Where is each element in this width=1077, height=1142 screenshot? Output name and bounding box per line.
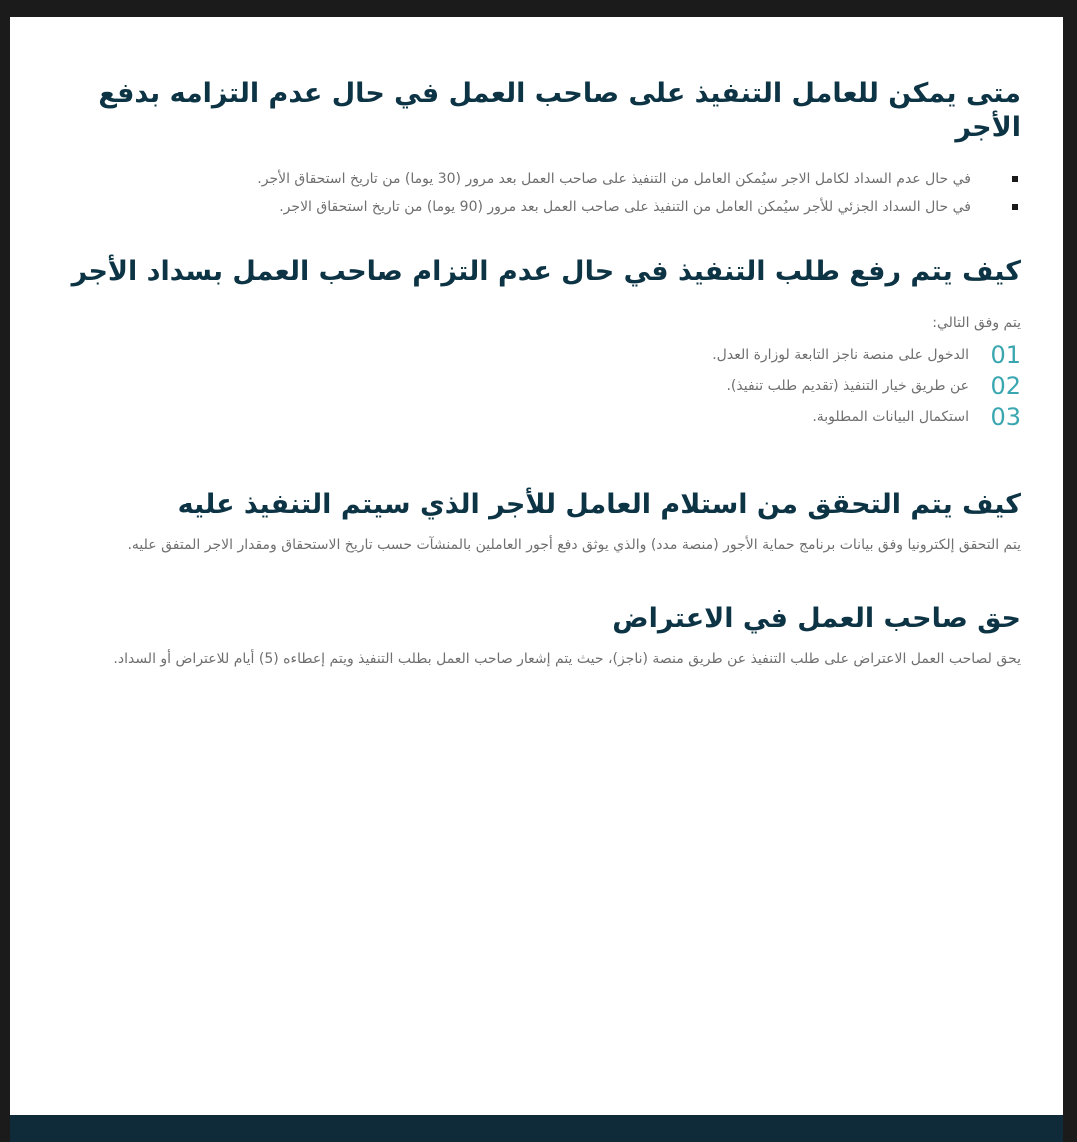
section-1-title: متى يمكن للعامل التنفيذ على صاحب العمل في حال عدم التزامه بدفع الأجر (98, 78, 1021, 143)
bullet-text: في حال السداد الجزئي للأجر سيُمكن العامل من التنفيذ على صاحب العمل بعد مرور (90 يوما) من تاريخ استحقاق الاجر. (279, 199, 971, 215)
square-bullet-icon (1012, 204, 1018, 210)
document-page (10, 17, 1063, 1115)
step-number: 01 (990, 340, 1021, 369)
step-text: الدخول على منصة ناجز التابعة لوزارة العدل. (712, 346, 969, 363)
section-4-title: حق صاحب العمل في الاعتراض (612, 603, 1021, 634)
step-item (50, 339, 1021, 370)
section-3-body: يتم التحقق إلكترونيا وفق بيانات برنامج حماية الأجور (منصة مدد) والذي يوثق دفع أجور العاملين بالمنشآت حسب تاريخ الاستحقاق ومقدار الاجر المتفق عليه. (127, 537, 1021, 553)
bullet-item (50, 193, 971, 221)
step-number: 02 (990, 371, 1021, 400)
bullet-item (50, 165, 971, 193)
section-2-intro: يتم وفق التالي: (932, 315, 1021, 331)
document-content (50, 77, 1021, 672)
step-number: 03 (990, 402, 1021, 431)
section-3-title: كيف يتم التحقق من استلام العامل للأجر الذي سيتم التنفيذ عليه (177, 489, 1021, 520)
step-item (50, 401, 1021, 432)
step-item (50, 370, 1021, 401)
bullet-text: في حال عدم السداد لكامل الاجر سيُمكن العامل من التنفيذ على صاحب العمل بعد مرور (30 يوما) من تاريخ استحقاق الأجر. (257, 171, 971, 187)
section-1-bullet-list (50, 165, 1021, 221)
footer-bar (10, 1115, 1063, 1142)
section-4-body: يحق لصاحب العمل الاعتراض على طلب التنفيذ عن طريق منصة (ناجز)، حيث يتم إشعار صاحب العمل بطلب التنفيذ ويتم إعطاءه (5) أيام للاعتراض أو السداد. (113, 651, 1021, 667)
section-2-title: كيف يتم رفع طلب التنفيذ في حال عدم التزام صاحب العمل بسداد الأجر (71, 256, 1021, 287)
square-bullet-icon (1012, 176, 1018, 182)
step-text: عن طريق خيار التنفيذ (تقديم طلب تنفيذ). (726, 377, 969, 394)
section-2-steps-list (50, 339, 1021, 432)
step-text: استكمال البيانات المطلوبة. (812, 408, 969, 425)
